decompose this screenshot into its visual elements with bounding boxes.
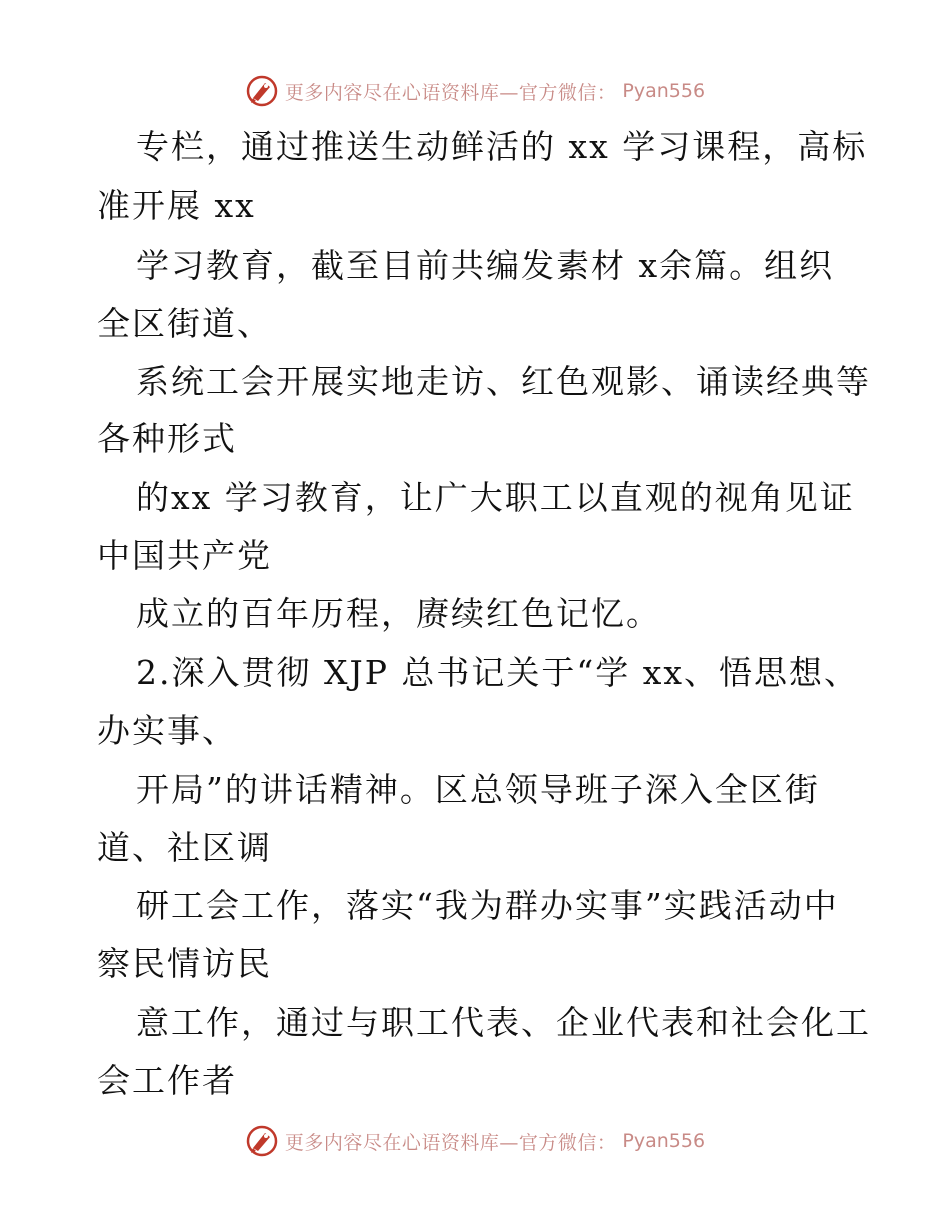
body-line: 全区街道、 [97,304,272,343]
body-line: 研工会工作，落实“我为群办实事”实践活动中 [136,886,839,925]
watermark-wechat-id: Pyan556 [622,80,706,102]
body-line: 成立的百年历程，赓续红色记忆。 [136,594,661,633]
body-line: 中国共产党 [97,536,272,575]
body-line: 系统工会开展实地走访、红色观影、诵读经典等 [136,362,871,401]
body-line: 察民情访民 [97,944,272,983]
body-line: 意工作，通过与职工代表、企业代表和社会化工 [136,1003,871,1042]
body-line: 专栏，通过推送生动鲜活的 xx 学习课程，高标 [136,127,868,166]
body-line: 办实事、 [97,711,237,750]
body-line: 学习教育，截至目前共编发素材 x余篇。组织 [136,246,835,285]
body-line: 准开展 xx [97,186,256,225]
body-line: 的xx 学习教育，让广大职工以直观的视角见证 [136,478,855,517]
body-line: 2.深入贯彻 XJP 总书记关于“学 xx、悟思想、 [136,653,859,692]
watermark-wechat-id: Pyan556 [622,1130,706,1152]
body-line: 开局”的讲话精神。区总领导班子深入全区街 [136,770,820,809]
body-line: 道、社区调 [97,828,272,867]
body-line: 会工作者 [97,1061,237,1100]
body-line: 各种形式 [97,419,237,458]
watermark-text: 更多内容尽在心语资料库—官方微信： [284,1131,617,1154]
pen-nib-logo-icon [245,1124,279,1158]
watermark-text: 更多内容尽在心语资料库—官方微信： [284,81,617,104]
watermark-banner-bottom [0,1121,950,1161]
